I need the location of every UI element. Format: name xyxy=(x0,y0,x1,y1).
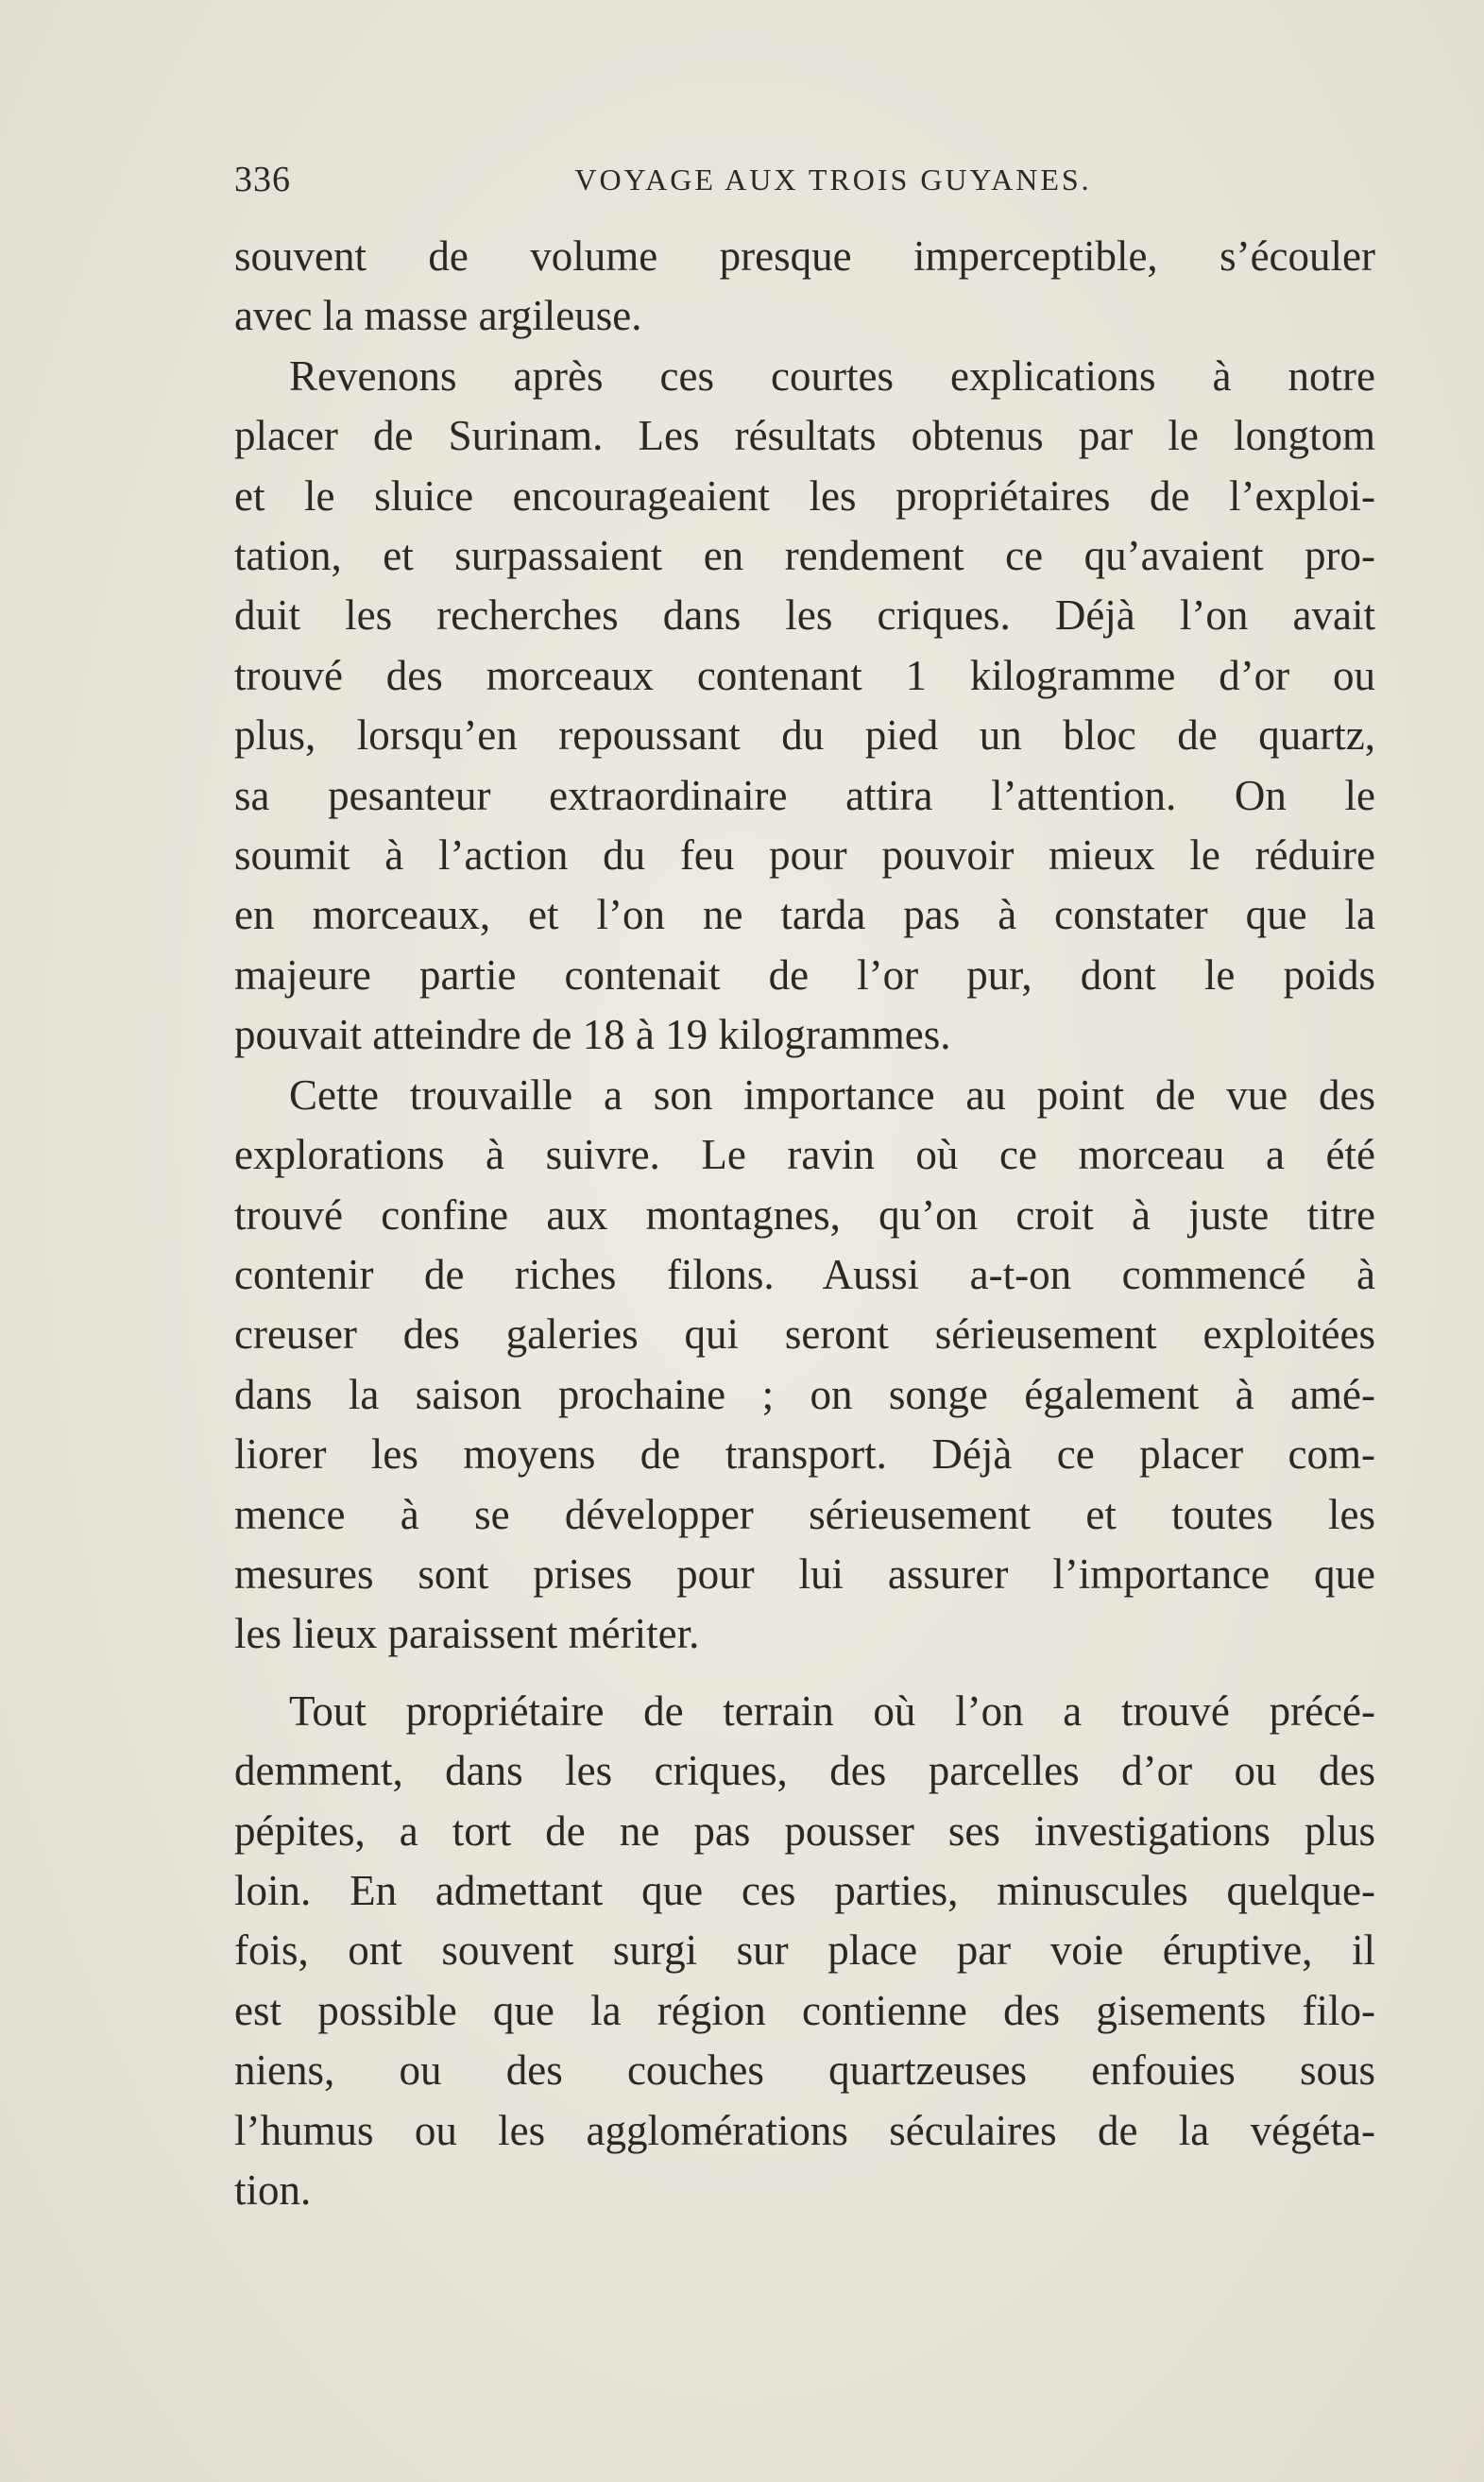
paragraph-1 xyxy=(234,227,1375,347)
paragraph-3 xyxy=(234,1066,1375,1665)
text-line: et le sluice encourageaient les propriétaires de l’exploi- xyxy=(234,471,1375,520)
text-line: tation, et surpassaient en rendement ce qu’avaient pro- xyxy=(234,532,1375,580)
text-line: Revenons après ces courtes explications à notre xyxy=(289,351,1375,400)
page-number: 336 xyxy=(234,160,291,199)
text-line: trouvé confine aux montagnes, qu’on croit à juste titre xyxy=(234,1190,1375,1239)
paragraph-4 xyxy=(234,1682,1375,2221)
text-line: creuser des galeries qui seront sérieusement exploitées xyxy=(234,1310,1375,1359)
running-title: VOYAGE AUX TROIS GUYANES. xyxy=(574,163,1092,197)
text-line: tion. xyxy=(234,2166,312,2214)
paragraph-2 xyxy=(234,347,1375,1066)
text-line: les lieux paraissent mériter. xyxy=(234,1610,700,1658)
text-line: soumit à l’action du feu pour pouvoir mieux le réduire xyxy=(234,831,1375,880)
text-line: plus, lorsqu’en repoussant du pied un bloc de quartz, xyxy=(234,711,1375,760)
text-line: mesures sont prises pour lui assurer l’importance que xyxy=(234,1549,1375,1598)
text-line: trouvé des morceaux contenant 1 kilogramme d’or ou xyxy=(234,651,1375,699)
text-line: est possible que la région contienne des gisements filo- xyxy=(234,1986,1375,2034)
text-line: placer de Surinam. Les résultats obtenus par le longtom xyxy=(234,412,1375,460)
text-line: Tout propriétaire de terrain où l’on a trouvé précé- xyxy=(289,1686,1375,1735)
text-line: fois, ont souvent surgi sur place par voie éruptive, il xyxy=(234,1926,1375,1975)
body-text xyxy=(234,227,1375,2220)
text-line: demment, dans les criques, des parcelles d’or ou des xyxy=(234,1747,1375,1795)
text-line: explorations à suivre. Le ravin où ce morceau a été xyxy=(234,1131,1375,1179)
text-line: mence à se développer sérieusement et toutes les xyxy=(234,1490,1375,1538)
running-head xyxy=(234,151,1375,208)
text-line: Cette trouvaille a son importance au point de vue des xyxy=(289,1070,1375,1119)
text-line: loin. En admettant que ces parties, minuscules quelque- xyxy=(234,1866,1375,1914)
text-line: avec la masse argileuse. xyxy=(234,292,642,340)
text-line: souvent de volume presque imperceptible, s’écouler xyxy=(234,232,1375,280)
text-line: contenir de riches filons. Aussi a-t-on commencé à xyxy=(234,1250,1375,1298)
text-line: duit les recherches dans les criques. Déjà l’on avait xyxy=(234,591,1375,640)
text-line: en morceaux, et l’on ne tarda pas à constater que la xyxy=(234,891,1375,939)
text-line: pouvait atteindre de 18 à 19 kilogrammes. xyxy=(234,1011,951,1059)
text-line: pépites, a tort de ne pas pousser ses investigations plus xyxy=(234,1806,1375,1855)
text-block xyxy=(234,151,1375,2220)
text-line: majeure partie contenait de l’or pur, dont le poids xyxy=(234,950,1375,999)
text-line: l’humus ou les agglomérations séculaires de la végéta- xyxy=(234,2106,1375,2154)
text-line: liorer les moyens de transport. Déjà ce placer com- xyxy=(234,1430,1375,1479)
text-line: sa pesanteur extraordinaire attira l’attention. On le xyxy=(234,771,1375,819)
text-line: niens, ou des couches quartzeuses enfouies sous xyxy=(234,2046,1375,2095)
text-line: dans la saison prochaine ; on songe également à amé- xyxy=(234,1370,1375,1418)
